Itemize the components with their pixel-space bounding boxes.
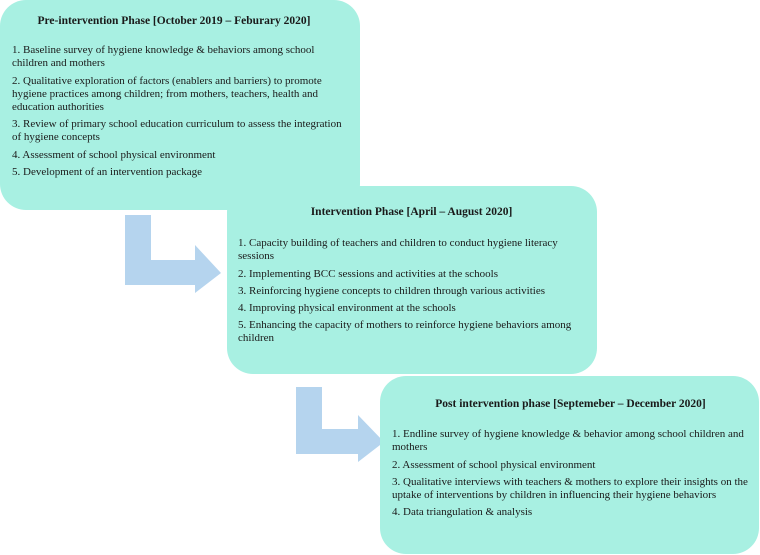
intervention-item-4: 4. Improving physical environment at the schools: [238, 302, 456, 315]
pre-intervention-item-2: 2. Qualitative exploration of factors (enablers and barriers) to promote hygiene practices among children; from mothers, teachers, health and education authorities: [12, 74, 322, 114]
intervention-item-2: 2. Implementing BCC sessions and activities at the schools: [238, 267, 498, 280]
intervention-item-5: 5. Enhancing the capacity of mothers to reinforce hygiene behaviors among children: [238, 319, 572, 345]
post-intervention-item-4: 4. Data triangulation & analysis: [392, 506, 533, 519]
pre-intervention-item-4: 4. Assessment of school physical environment: [12, 148, 216, 161]
intervention-activity-list: [238, 237, 585, 345]
post-intervention-phase-title: Post intervention phase [Septemeber – December 2020]: [435, 398, 706, 410]
post-intervention-item-3: 3. Qualitative interviews with teachers & mothers to explore their insights on the uptake of interventions by children in influencing their hygiene behaviors: [392, 475, 748, 502]
intervention-item-3: 3. Reinforcing hygiene concepts to children through various activities: [238, 284, 546, 297]
post-intervention-phase-box: [380, 376, 759, 554]
pre-intervention-activity-list: [12, 44, 350, 179]
intervention-item-1: 1. Capacity building of teachers and children to conduct hygiene literacy sessions: [238, 237, 558, 263]
pre-intervention-item-3: 3. Review of primary school education curriculum to assess the integration of hygiene concepts: [12, 118, 342, 144]
pre-intervention-phase-box: [0, 0, 360, 210]
intervention-phase-title: Intervention Phase [April – August 2020]: [310, 206, 513, 218]
bent-arrow-icon: [125, 215, 225, 293]
post-intervention-item-2: 2. Assessment of school physical environment: [392, 458, 596, 471]
post-intervention-item-1: 1. Endline survey of hygiene knowledge & behavior among school children and mothers: [392, 428, 744, 454]
pre-intervention-item-5: 5. Development of an intervention package: [12, 165, 202, 178]
bent-arrow-icon: [296, 387, 386, 462]
pre-intervention-phase-title: Pre-intervention Phase [October 2019 – Feburary 2020]: [37, 15, 311, 27]
intervention-phase-box: [227, 186, 597, 374]
post-intervention-activity-list: [392, 428, 749, 519]
pre-intervention-item-1: 1. Baseline survey of hygiene knowledge & behaviors among school children and mothers: [12, 44, 315, 70]
